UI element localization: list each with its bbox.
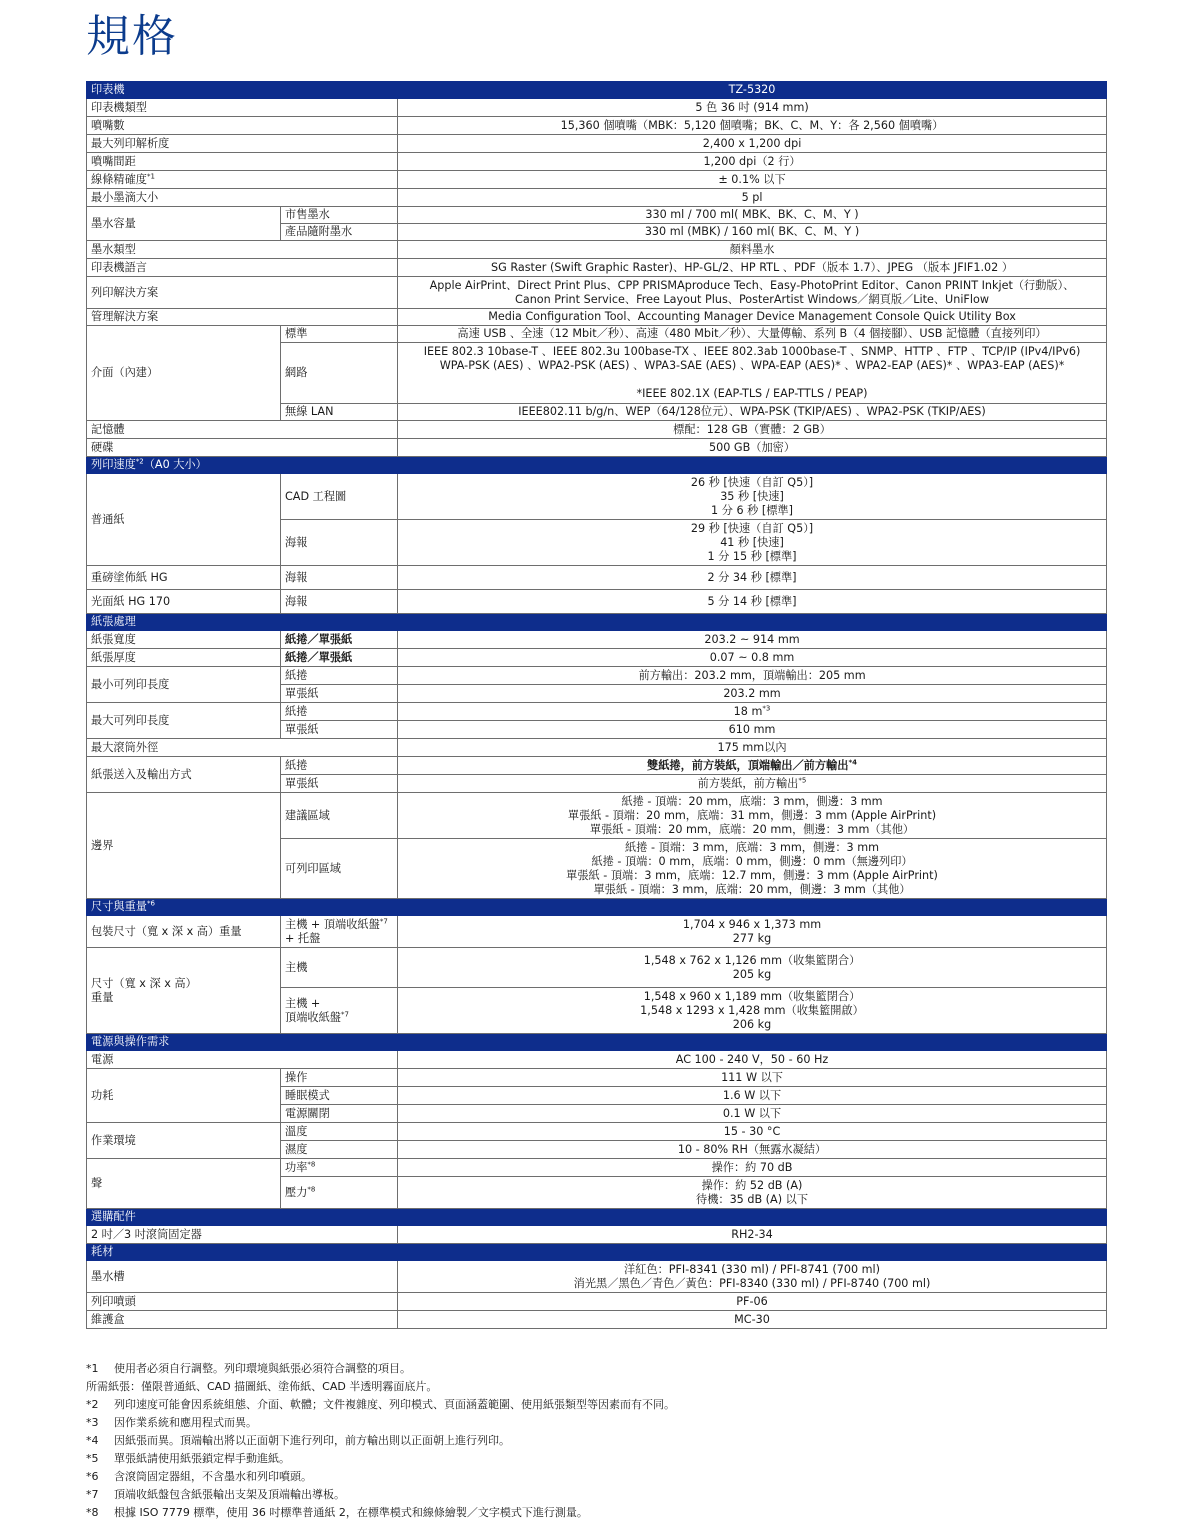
row-sublabel: 單張紙 bbox=[281, 721, 398, 739]
row-label: 墨水容量 bbox=[87, 207, 281, 241]
row-value: 26 秒 [快速（自訂 Q5）] 35 秒 [快速] 1 分 6 秒 [標準] bbox=[398, 474, 1107, 520]
row-value: AC 100 - 240 V，50 - 60 Hz bbox=[398, 1051, 1107, 1069]
row-label: 維護盒 bbox=[87, 1311, 398, 1329]
row-value: 1,704 x 946 x 1,373 mm 277 kg bbox=[398, 916, 1107, 948]
section-title: 選購配件 bbox=[87, 1209, 1107, 1226]
table-row bbox=[87, 207, 1107, 224]
row-label: 墨水類型 bbox=[87, 241, 398, 259]
section-header-printer bbox=[87, 82, 1107, 99]
table-row bbox=[87, 259, 1107, 277]
row-sublabel: 市售墨水 bbox=[281, 207, 398, 224]
row-value: RH2-34 bbox=[398, 1226, 1107, 1244]
row-value: 610 mm bbox=[398, 721, 1107, 739]
row-value: 紙捲 - 頂端：20 mm，底端：3 mm，側邊：3 mm 單張紙 - 頂端：20 mm，底端：31 mm，側邊：3 mm (Apple AirPrint) 單張紙 - 頂端：20 mm，底端：20 mm，側邊：3 mm（其他） bbox=[398, 793, 1107, 839]
row-value: 175 mm以內 bbox=[398, 739, 1107, 757]
row-value: IEEE 802.3 10base-T 、IEEE 802.3u 100base-TX 、IEEE 802.3ab 1000base-T 、SNMP、HTTP 、FTP 、TCP/IP (IPv4/IPv6) WPA-PSK (AES) 、WPA2-PSK (AES) 、WPA3-SAE (AES) 、WPA-EAP (AES)* 、WPA2-EAP (AES)* 、WPA3-EAP (AES)* *IEEE 802.1X (EAP-TLS / EAP-TTLS / PEAP) bbox=[398, 343, 1107, 404]
row-label: 紙張厚度 bbox=[87, 649, 281, 667]
table-row bbox=[87, 1051, 1107, 1069]
row-value: 0.1 W 以下 bbox=[398, 1105, 1107, 1123]
section-title: 電源與操作需求 bbox=[87, 1034, 1107, 1051]
footnote: *5 單張紙請使用紙張鎖定桿手動進紙。 bbox=[86, 1452, 290, 1465]
section-title: 尺寸與重量$^{*6}$ bbox=[87, 899, 1107, 916]
footnote: *8 根據 ISO 7779 標準，使用 36 吋標準普通紙 2，在標準模式和線條繪製／文字模式下進行測量。 bbox=[86, 1506, 588, 1519]
footnote: 所需紙張：僅限普通紙、CAD 描圖紙、塗佈紙、CAD 半透明霧面底片。 bbox=[86, 1380, 438, 1393]
footnote-mark: *1 bbox=[146, 171, 155, 180]
row-sublabel: 主機 + 頂端收紙盤$^{*7}$ bbox=[281, 988, 398, 1034]
row-sublabel: 濕度 bbox=[281, 1141, 398, 1159]
row-label: 列印噴頭 bbox=[87, 1293, 398, 1311]
row-label: 記憶體 bbox=[87, 421, 398, 439]
row-label: 線條精確度$^{*1}$ bbox=[87, 171, 398, 189]
table-row bbox=[87, 171, 1107, 189]
row-sublabel: 單張紙 bbox=[281, 775, 398, 793]
table-row bbox=[87, 309, 1107, 326]
row-label: 紙張寬度 bbox=[87, 631, 281, 649]
row-value: 29 秒 [快速（自訂 Q5）] 41 秒 [快速] 1 分 15 秒 [標準] bbox=[398, 520, 1107, 566]
row-label: 普通紙 bbox=[87, 474, 281, 566]
section-header-dims bbox=[87, 899, 1107, 916]
row-sublabel: 電源關閉 bbox=[281, 1105, 398, 1123]
section-title: 紙張處理 bbox=[87, 614, 1107, 631]
row-value: 前方裝紙，前方輸出$^{*5}$ bbox=[398, 775, 1107, 793]
section-title: 耗材 bbox=[87, 1244, 1107, 1261]
row-sublabel: 建議區域 bbox=[281, 793, 398, 839]
row-sublabel: 可列印區域 bbox=[281, 839, 398, 899]
footnote: *7 頂端收紙盤包含紙張輸出支架及頂端輸出導板。 bbox=[86, 1488, 345, 1501]
row-sublabel: 紙捲／單張紙 bbox=[281, 649, 398, 667]
row-sublabel: 睡眠模式 bbox=[281, 1087, 398, 1105]
row-sublabel: 海報 bbox=[281, 566, 398, 590]
row-value: 15,360 個噴嘴（MBK：5,120 個噴嘴；BK、C、M、Y：各 2,560 個噴嘴） bbox=[398, 117, 1107, 135]
row-value: Media Configuration Tool、Accounting Manager Device Management Console Quick Utility Box bbox=[398, 309, 1107, 326]
row-value: 500 GB（加密） bbox=[398, 439, 1107, 457]
table-row bbox=[87, 99, 1107, 117]
row-value: 15 - 30 °C bbox=[398, 1123, 1107, 1141]
table-row bbox=[87, 649, 1107, 667]
row-sublabel: 壓力$^{*8}$ bbox=[281, 1177, 398, 1209]
row-sublabel: 紙捲 bbox=[281, 757, 398, 775]
table-row bbox=[87, 1226, 1107, 1244]
section-header-options bbox=[87, 1209, 1107, 1226]
row-value: 操作：約 52 dB (A) 待機：35 dB (A) 以下 bbox=[398, 1177, 1107, 1209]
table-row bbox=[87, 757, 1107, 775]
row-value: 5 pl bbox=[398, 189, 1107, 207]
row-label: 列印解決方案 bbox=[87, 277, 398, 309]
table-row bbox=[87, 631, 1107, 649]
row-value: 1,548 x 762 x 1,126 mm（收集籃閉合） 205 kg bbox=[398, 948, 1107, 988]
row-sublabel: 海報 bbox=[281, 520, 398, 566]
footnote: *1 使用者必須自行調整。列印環境與紙張必須符合調整的項目。 bbox=[86, 1362, 411, 1375]
row-label: 最大列印解析度 bbox=[87, 135, 398, 153]
row-value: 18 $m^{*3}$ bbox=[398, 703, 1107, 721]
row-sublabel: CAD 工程圖 bbox=[281, 474, 398, 520]
table-row bbox=[87, 1159, 1107, 1177]
row-value: 0.07 ~ 0.8 mm bbox=[398, 649, 1107, 667]
table-row bbox=[87, 1069, 1107, 1087]
row-sublabel: 主機 bbox=[281, 948, 398, 988]
table-row bbox=[87, 1293, 1107, 1311]
table-row bbox=[87, 739, 1107, 757]
row-label: 噴嘴數 bbox=[87, 117, 398, 135]
row-label: 尺寸（寬 x 深 x 高） 重量 bbox=[87, 948, 281, 1034]
row-label: 最大滾筒外徑 bbox=[87, 739, 398, 757]
table-row bbox=[87, 590, 1107, 614]
row-value: 洋紅色：PFI-8341 (330 ml) / PFI-8741 (700 ml) 消光黑／黑色／青色／黃色：PFI-8340 (330 ml) / PFI-8740 (700 ml) bbox=[398, 1261, 1107, 1293]
row-sublabel: 紙捲／單張紙 bbox=[281, 631, 398, 649]
table-row bbox=[87, 153, 1107, 171]
table-row bbox=[87, 135, 1107, 153]
row-value: 330 ml / 700 ml( MBK、BK、C、M、Y ) bbox=[398, 207, 1107, 224]
row-label: 作業環境 bbox=[87, 1123, 281, 1159]
row-label: 包裝尺寸（寬 x 深 x 高）重量 bbox=[87, 916, 281, 948]
row-label: 介面（內建） bbox=[87, 326, 281, 421]
table-row bbox=[87, 1261, 1107, 1293]
table-row bbox=[87, 117, 1107, 135]
section-title: 列印速度$^{*2}$（A0 大小） bbox=[87, 457, 1107, 474]
table-row bbox=[87, 421, 1107, 439]
row-value: SG Raster (Swift Graphic Raster)、HP-GL/2、HP RTL 、PDF（版本 1.7）、JPEG （版本 JFIF1.02 ） bbox=[398, 259, 1107, 277]
row-value: MC-30 bbox=[398, 1311, 1107, 1329]
row-sublabel: 紙捲 bbox=[281, 667, 398, 685]
table-row bbox=[87, 189, 1107, 207]
row-value: 5 分 14 秒 [標準] bbox=[398, 590, 1107, 614]
table-row bbox=[87, 439, 1107, 457]
table-row bbox=[87, 474, 1107, 520]
row-value: Apple AirPrint、Direct Print Plus、CPP PRISMAproduce Tech、Easy-PhotoPrint Editor、Canon PRINT Inkjet（行動版）、 Canon Print Service、Free Layout Plus、PosterArtist Windows／網頁版／Lite、UniFlow bbox=[398, 277, 1107, 309]
row-value: 5 色 36 吋 (914 mm) bbox=[398, 99, 1107, 117]
row-label: 功耗 bbox=[87, 1069, 281, 1123]
row-value: 330 ml (MBK) / 160 ml( BK、C、M、Y ) bbox=[398, 224, 1107, 241]
row-label: 硬碟 bbox=[87, 439, 398, 457]
row-sublabel: 海報 bbox=[281, 590, 398, 614]
row-sublabel: 功率$^{*8}$ bbox=[281, 1159, 398, 1177]
table-row bbox=[87, 948, 1107, 988]
table-row bbox=[87, 277, 1107, 309]
row-label: 最小可列印長度 bbox=[87, 667, 281, 703]
row-value: 203.2 ~ 914 mm bbox=[398, 631, 1107, 649]
table-row bbox=[87, 326, 1107, 343]
page-title: 規格 bbox=[86, 11, 178, 62]
table-row bbox=[87, 703, 1107, 721]
section-header-paper bbox=[87, 614, 1107, 631]
row-sublabel: 主機 + 頂端收紙盤$^{*7}$ + 托盤 bbox=[281, 916, 398, 948]
row-sublabel: 單張紙 bbox=[281, 685, 398, 703]
section-title: 印表機 bbox=[87, 82, 398, 99]
row-sublabel: 標準 bbox=[281, 326, 398, 343]
row-label: 2 吋／3 吋滾筒固定器 bbox=[87, 1226, 398, 1244]
row-value: 前方輸出：203.2 mm，頂端輸出：205 mm bbox=[398, 667, 1107, 685]
table-row bbox=[87, 241, 1107, 259]
row-label: 光面紙 HG 170 bbox=[87, 590, 281, 614]
row-label: 印表機類型 bbox=[87, 99, 398, 117]
footnotes bbox=[86, 1360, 1106, 1522]
row-value: 2,400 x 1,200 dpi bbox=[398, 135, 1107, 153]
footnote: *4 因紙張而異。頂端輸出將以正面朝下進行列印，前方輸出則以正面朝上進行列印。 bbox=[86, 1434, 510, 1447]
row-value: 高速 USB 、全速（12 Mbit／秒）、高速（480 Mbit／秒）、大量傳輸、系列 B（4 個接腳）、USB 記憶體（直接列印） bbox=[398, 326, 1107, 343]
row-value: 操作：約 70 dB bbox=[398, 1159, 1107, 1177]
row-label: 重磅塗佈紙 HG bbox=[87, 566, 281, 590]
row-label: 管理解決方案 bbox=[87, 309, 398, 326]
row-value: 標配：128 GB（實體：2 GB） bbox=[398, 421, 1107, 439]
row-value: 紙捲 - 頂端：3 mm，底端：3 mm，側邊：3 mm 紙捲 - 頂端：0 mm，底端：0 mm，側邊：0 mm（無邊列印） 單張紙 - 頂端：3 mm，底端：12.7 mm，側邊：3 mm (Apple AirPrint) 單張紙 - 頂端：3 mm，底端：20 mm，側邊：3 mm（其他） bbox=[398, 839, 1107, 899]
row-label: 印表機語言 bbox=[87, 259, 398, 277]
row-value: ± 0.1% 以下 bbox=[398, 171, 1107, 189]
footnote: *3 因作業系統和應用程式而異。 bbox=[86, 1416, 257, 1429]
table-row bbox=[87, 667, 1107, 685]
row-sublabel: 溫度 bbox=[281, 1123, 398, 1141]
row-label: 邊界 bbox=[87, 793, 281, 899]
row-value: 10 - 80% RH（無露水凝結） bbox=[398, 1141, 1107, 1159]
footnote: *2 列印速度可能會因系統組態、介面、軟體；文件複雜度、列印模式、頁面涵蓋範圍、使用紙張類型等因素而有不同。 bbox=[86, 1398, 675, 1411]
row-value: 1,200 dpi（2 行） bbox=[398, 153, 1107, 171]
row-sublabel: 產品隨附墨水 bbox=[281, 224, 398, 241]
table-row bbox=[87, 1311, 1107, 1329]
table-row bbox=[87, 916, 1107, 948]
row-label: 噴嘴間距 bbox=[87, 153, 398, 171]
table-row bbox=[87, 566, 1107, 590]
row-label: 紙張送入及輸出方式 bbox=[87, 757, 281, 793]
row-value: IEEE802.11 b/g/n、WEP（64/128位元）、WPA-PSK (TKIP/AES) 、WPA2-PSK (TKIP/AES) bbox=[398, 404, 1107, 421]
row-value: PF-06 bbox=[398, 1293, 1107, 1311]
row-value: 1.6 W 以下 bbox=[398, 1087, 1107, 1105]
row-sublabel: 無線 LAN bbox=[281, 404, 398, 421]
row-value: 2 分 34 秒 [標準] bbox=[398, 566, 1107, 590]
table-row bbox=[87, 793, 1107, 839]
row-label: 墨水槽 bbox=[87, 1261, 398, 1293]
row-value: 顏料墨水 bbox=[398, 241, 1107, 259]
row-value: 1,548 x 960 x 1,189 mm（收集籃閉合） 1,548 x 1293 x 1,428 mm（收集籃開啟） 206 kg bbox=[398, 988, 1107, 1034]
footnote: *6 含滾筒固定器組，不含墨水和列印噴頭。 bbox=[86, 1470, 312, 1483]
row-value: 雙紙捲，前方裝紙，頂端輸出／前方輸出$^{*4}$ bbox=[398, 757, 1107, 775]
section-header-speed bbox=[87, 457, 1107, 474]
row-sublabel: 操作 bbox=[281, 1069, 398, 1087]
section-header-power bbox=[87, 1034, 1107, 1051]
table-row bbox=[87, 1123, 1107, 1141]
row-label: 最小墨滴大小 bbox=[87, 189, 398, 207]
row-label: 最大可列印長度 bbox=[87, 703, 281, 739]
spec-table bbox=[86, 81, 1107, 1329]
row-value: 203.2 mm bbox=[398, 685, 1107, 703]
row-label: 電源 bbox=[87, 1051, 398, 1069]
row-value: 111 W 以下 bbox=[398, 1069, 1107, 1087]
section-header-consumables bbox=[87, 1244, 1107, 1261]
printer-model: TZ-5320 bbox=[398, 82, 1107, 99]
row-sublabel: 紙捲 bbox=[281, 703, 398, 721]
row-sublabel: 網路 bbox=[281, 343, 398, 404]
row-label: 聲 bbox=[87, 1159, 281, 1209]
